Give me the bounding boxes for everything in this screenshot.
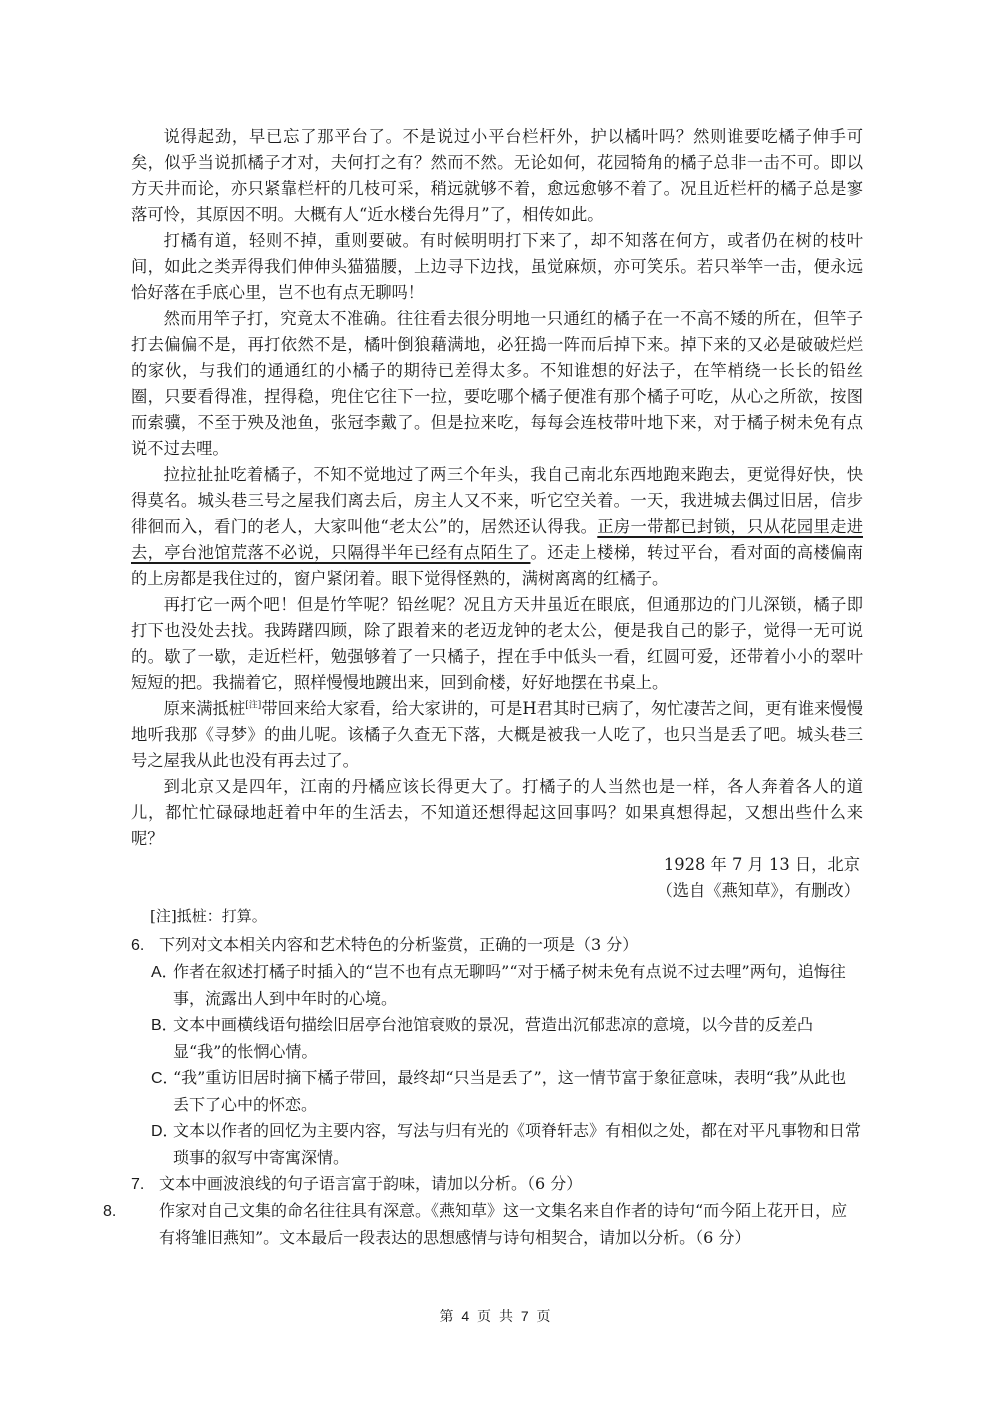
option-d (131, 1118, 861, 1171)
passage-text: 原来满抵桩 (163, 699, 246, 718)
underlined-sentence: 正房一带都已封锁，只从花园里走进去，亭台池馆荒落不必说，只隔得半年已经有点陌生了 (131, 517, 863, 562)
option-text: 作者在叙述打橘子时插入的“岂不也有点无聊吗”“对于橘子树未免有点说不过去哩”两句，追悔往事，流露出人到中年时的心境。 (173, 962, 846, 1008)
passage-text: 带回来给大家看，给大家讲的，可是H君其时已病了，匆忙凄苦之间，更有谁来慢慢地听我那《寻梦》的曲儿呢。该橘子久查无下落，大概是被我一人吃了，也只当是丢了吧。城头巷三号之屋我从此也没有再去过了。 (131, 699, 863, 770)
question-text: 下列对文本相关内容和艺术特色的分析鉴赏，正确的一项是（3 分） (159, 935, 639, 954)
passage-paragraph (131, 696, 863, 774)
option-a (131, 959, 861, 1012)
passage-paragraph: 再打它一两个吧！但是竹竿呢？铅丝呢？况且方天井虽近在眼底，但通那边的门儿深锁，橘子即打下也没处去找。我踌躇四顾，除了跟着来的老迈龙钟的老太公，便是我自己的影子，觉得一无可说的。歇了一歇，走近栏杆，勉强够着了一只橘子，捏在手中低头一看，红圆可爱，还带着小小的翠叶短短的把。我揣着它，照样慢慢地踱出来，回到俞楼，好好地摆在书桌上。 (131, 595, 863, 692)
page-number: 第 4 页 共 7 页 (439, 1308, 553, 1324)
question-7 (131, 1171, 861, 1198)
option-text: 文本中画横线语句描绘旧居亭台池馆衰败的景况，营造出沉郁悲凉的意境，以今昔的反差凸显“我”的怅惘心情。 (173, 1015, 814, 1061)
question-text: 文本中画波浪线的句子语言富于韵味，请加以分析。（6 分） (159, 1174, 583, 1193)
option-c (131, 1065, 861, 1118)
footnote: [注]抵桩：打算。 (150, 907, 267, 925)
question-text: 作家对自己文集的命名往往具有深意。《燕知草》这一文集名来自作者的诗句“而今陌上花开日，应有将雏旧燕知”。文本最后一段表达的思想感情与诗句相契合，请加以分析。（6 分） (159, 1201, 848, 1247)
question-number: 6. (131, 937, 145, 954)
option-label: B． (151, 1017, 178, 1034)
question-8 (103, 1198, 861, 1251)
question-list (103, 932, 862, 1251)
footnote-marker: [注] (245, 700, 262, 711)
option-b (131, 1012, 861, 1065)
passage-text: 拉拉扯扯吃着橘子，不知不觉地过了两三个年头，我自己南北东西地跑来跑去，更觉得好快，快得莫名。城头巷三号之屋我们离去后，房主人又不来，听它空关着。一天，我进城去偶过旧居，信步徘徊而入，看门的老人，大家叫他“老太公”的，居然还认得我。 (131, 465, 863, 536)
passage-text: 。还走上楼梯，转过平台，看对面的高楼偏南的上房都是我住过的，窗户紧闭着。眼下觉得怪熟的，满树离离的红橘子。 (131, 543, 863, 588)
passage-source: （选自《燕知草》，有删改） (656, 881, 860, 900)
passage-paragraph: 到北京又是四年，江南的丹橘应该长得更大了。打橘子的人当然也是一样，各人奔着各人的道儿，都忙忙碌碌地赶着中年的生活去，不知道还想得起这回事吗？如果真想得起，又想出些什么来呢？ (131, 777, 863, 848)
passage-paragraph: 然而用竿子打，究竟太不准确。往往看去很分明地一只通红的橘子在一不高不矮的所在，但竿子打去偏偏不是，再打依然不是，橘叶倒狼藉满地，必狂捣一阵而后掉下来。掉下来的又必是破破烂烂的家伙，与我们的通通红的小橘子的期待已差得太多。不知谁想的好法子，在竿梢绕一长长的铅丝圈，只要看得准，捏得稳，兜住它往下一拉，要吃哪个橘子便准有那个橘子可吃，从心之所欲，按图而索骥，不至于殃及池鱼，张冠李戴了。但是拉来吃，每每会连枝带叶地下来，对于橘子树未免有点说不过去哩。 (131, 309, 863, 458)
option-text: 文本以作者的回忆为主要内容，写法与归有光的《项脊轩志》有相似之处，都在对平凡事物和日常琐事的叙写中寄寓深情。 (173, 1121, 862, 1167)
question-6 (131, 932, 861, 959)
passage-date: 1928 年 7 月 13 日，北京 (663, 855, 860, 874)
option-text: “我”重访旧居时摘下橘子带回，最终却“只当是丢了”，这一情节富于象征意味，表明“我”从此也丢下了心中的怀恋。 (173, 1068, 847, 1114)
option-label: A． (151, 964, 178, 981)
question-number: 7. (131, 1176, 145, 1193)
option-label: C． (151, 1070, 179, 1087)
question-number: 8. (103, 1203, 117, 1220)
reading-passage (131, 124, 863, 852)
passage-paragraph: 说得起劲，早已忘了那平台了。不是说过小平台栏杆外，护以橘叶吗？然则谁要吃橘子伸手可矣，似乎当说抓橘子才对，夫何打之有？然而不然。无论如何，花园犄角的橘子总非一击不可。即以方天井而论，亦只紧靠栏杆的几枝可采，稍远就够不着，愈远愈够不着了。况且近栏杆的橘子总是寥落可怜，其原因不明。大概有人“近水楼台先得月”了，相传如此。 (131, 127, 863, 224)
passage-paragraph: 打橘有道，轻则不掉，重则要破。有时候明明打下来了，却不知落在何方，或者仍在树的枝叶间，如此之类弄得我们伸伸头猫猫腰，上边寻下边找，虽觉麻烦，亦可笑乐。若只举竿一击，便永远恰好落在手底心里，岂不也有点无聊吗！ (131, 231, 863, 302)
option-label: D． (151, 1123, 179, 1140)
passage-paragraph (131, 462, 863, 592)
